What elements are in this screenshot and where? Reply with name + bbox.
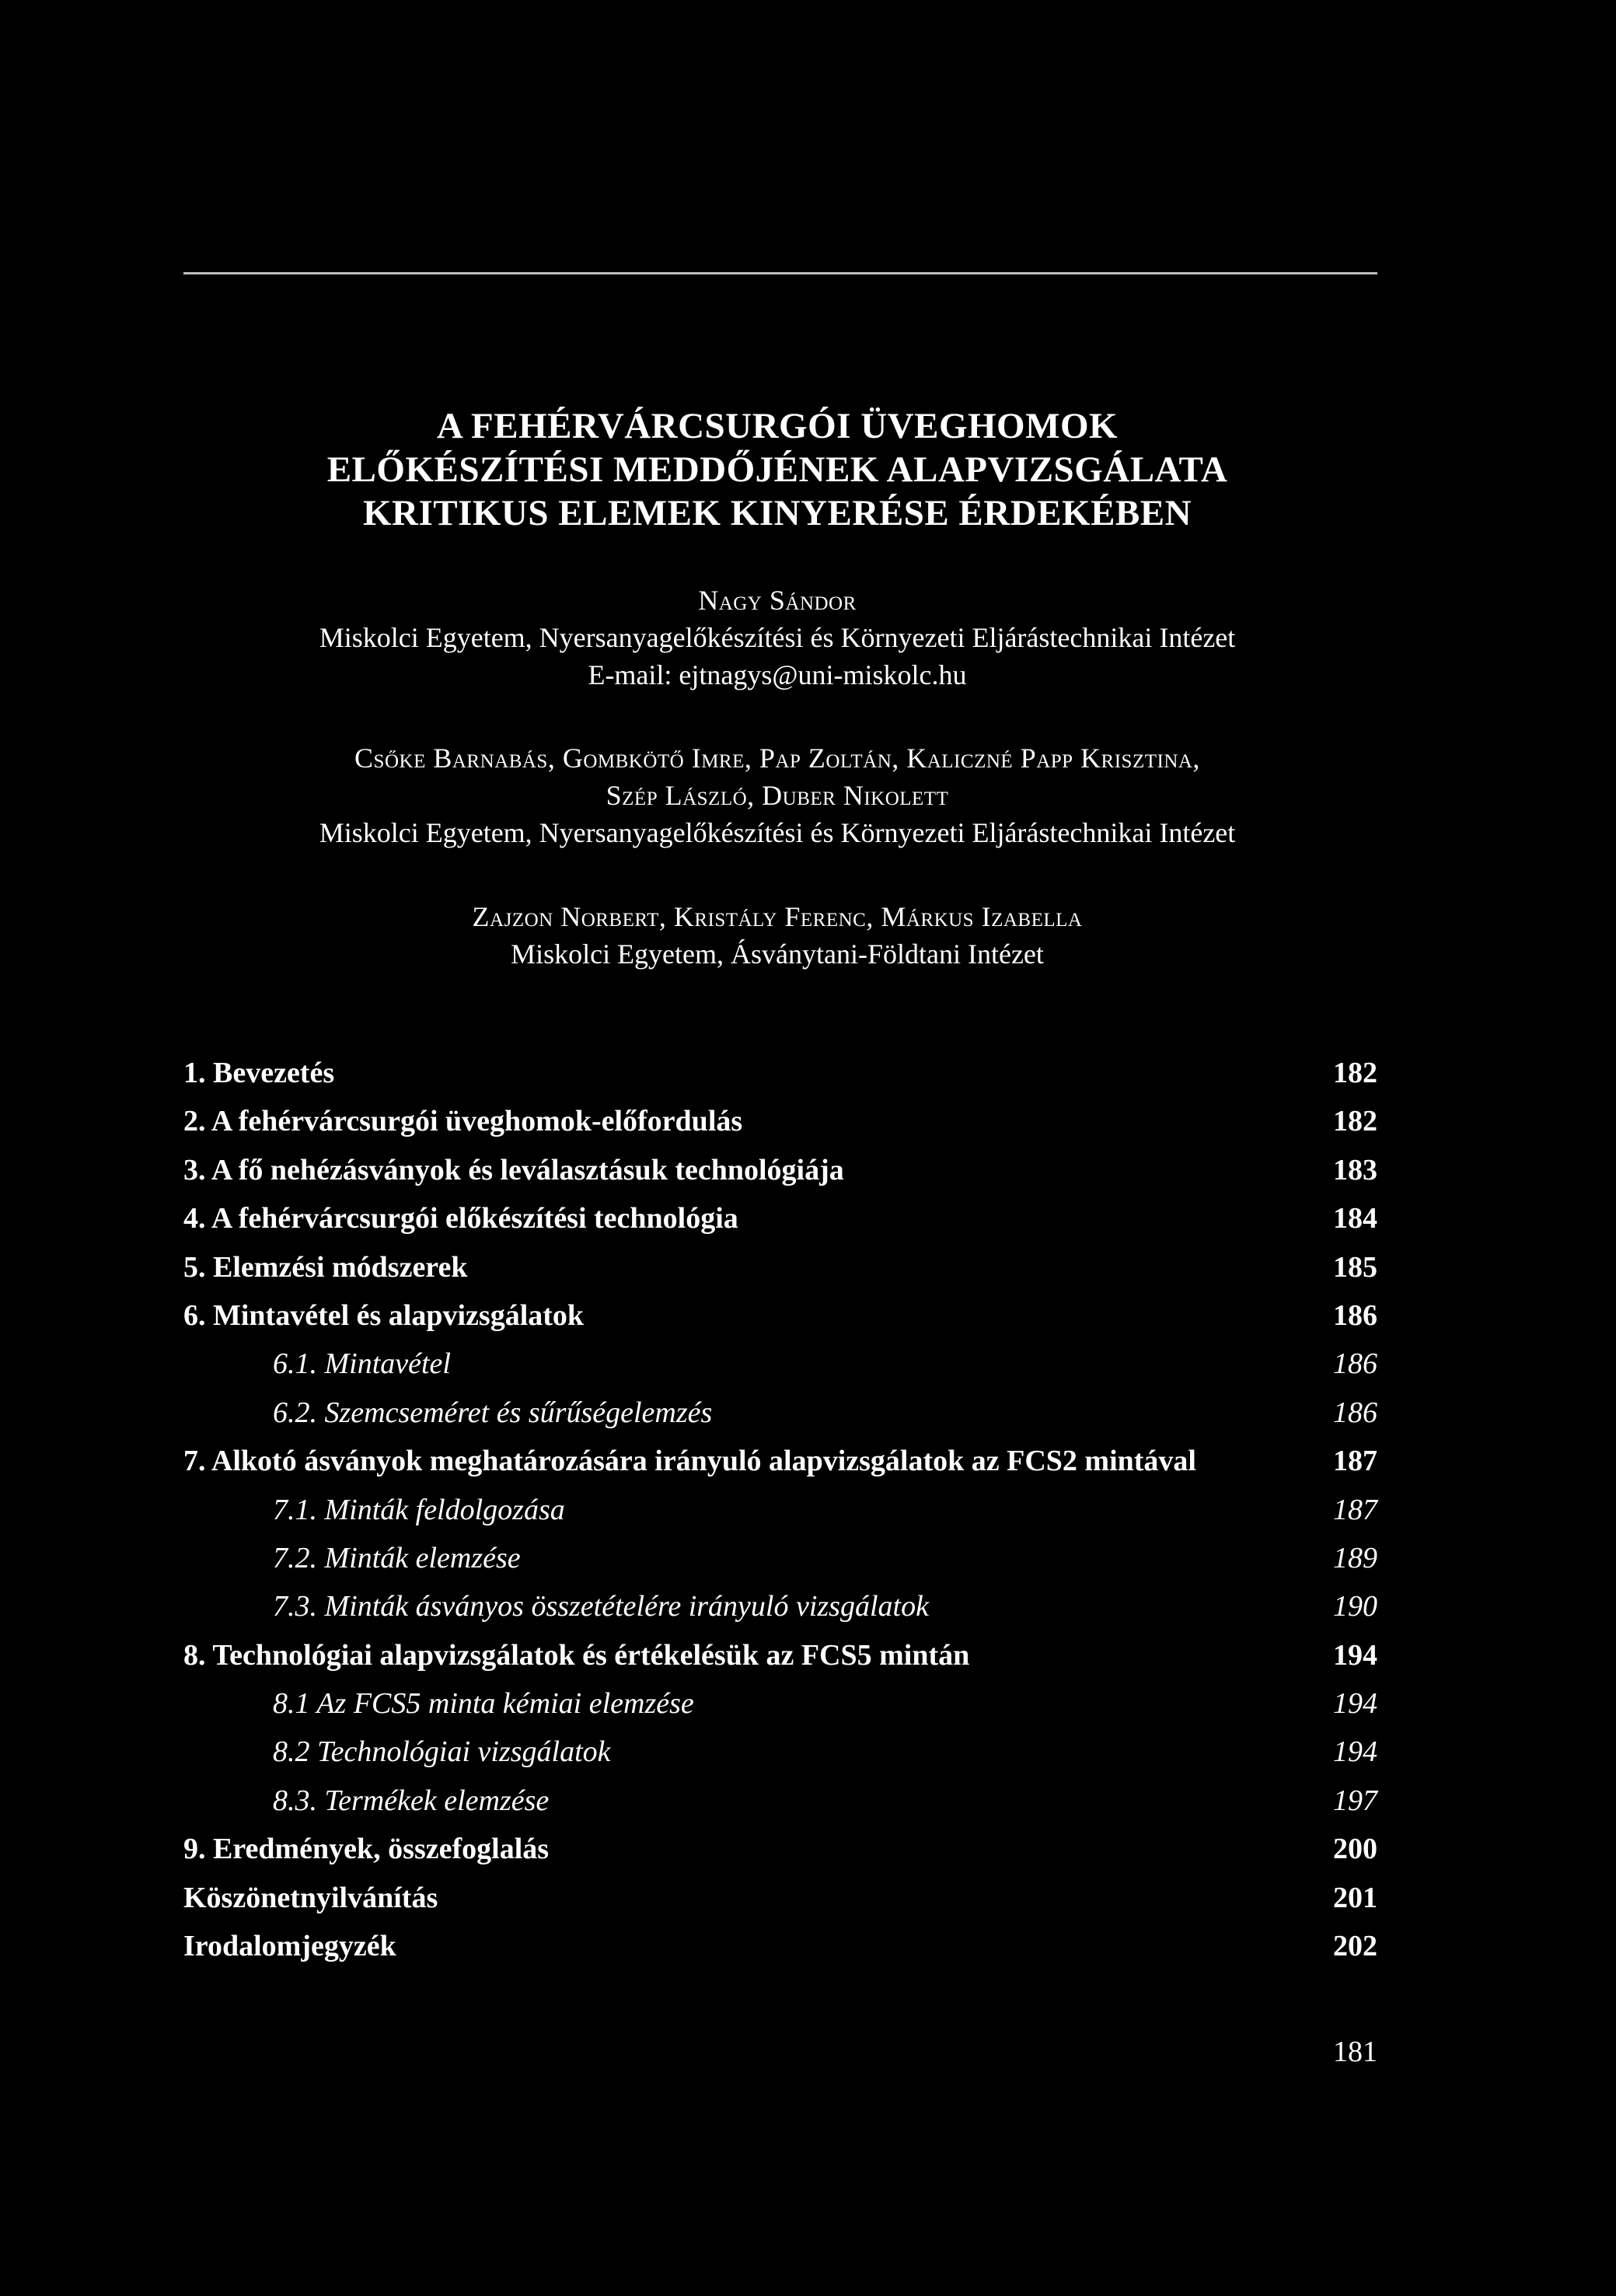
toc-entry-page: 186 [1333, 1298, 1377, 1332]
author-names: Csőke Barnabás, Gombkötő Imre, Pap Zoltán, Kaliczné Papp Krisztina, [354, 743, 1200, 774]
toc-entry [183, 1735, 1377, 1783]
toc-entry-page: 202 [1333, 1930, 1377, 1963]
toc-entry [183, 1832, 1377, 1880]
toc-entry [183, 1104, 1377, 1152]
toc-entry-page: 186 [1333, 1347, 1377, 1381]
toc-entry-title: 8. Technológiai alapvizsgálatok és értékelésük az FCS5 mintán [183, 1638, 970, 1672]
toc-entry [183, 1784, 1377, 1832]
toc-entry-page: 194 [1333, 1638, 1377, 1672]
table-of-contents [183, 1056, 1377, 1977]
toc-entry-page: 197 [1333, 1784, 1377, 1817]
toc-entry-title: Irodalomjegyzék [183, 1930, 396, 1963]
author-names: Szép László, Duber Nikolett [606, 780, 949, 811]
toc-entry-title: 2. A fehérvárcsurgói üveghomok-előfordulás [183, 1105, 743, 1138]
toc-entry-title: 7. Alkotó ásványok meghatározására irányuló alapvizsgálatok az FCS2 mintával [183, 1445, 1196, 1478]
toc-entry-title: 8.3. Termékek elemzése [273, 1784, 550, 1817]
author-group-2 [0, 739, 1555, 851]
author-names: Zajzon Norbert, Kristály Ferenc, Márkus Izabella [472, 901, 1083, 932]
toc-entry [183, 1347, 1377, 1395]
toc-entry-page: 194 [1333, 1687, 1377, 1721]
affiliation: Miskolci Egyetem, Ásványtani-Földtani Intézet [511, 938, 1044, 970]
toc-entry [183, 1929, 1377, 1977]
toc-entry-page: 184 [1333, 1202, 1377, 1235]
toc-entry-page: 201 [1333, 1881, 1377, 1914]
toc-entry-page: 185 [1333, 1250, 1377, 1284]
toc-entry [183, 1444, 1377, 1492]
toc-entry-page: 190 [1333, 1590, 1377, 1623]
toc-entry-page: 186 [1333, 1396, 1377, 1429]
toc-entry-title: 6.1. Mintavétel [273, 1347, 451, 1381]
article-title [0, 404, 1555, 535]
toc-entry [183, 1686, 1377, 1735]
toc-entry-title: 8.2 Technológiai vizsgálatok [273, 1735, 611, 1769]
title-line-1: A FEHÉRVÁRCSURGÓI ÜVEGHOMOK [436, 406, 1119, 446]
toc-entry-page: 183 [1333, 1153, 1377, 1186]
toc-entry-title: 4. A fehérvárcsurgói előkészítési technológia [183, 1202, 738, 1235]
page-number: 181 [1333, 2036, 1377, 2068]
toc-entry [183, 1250, 1377, 1298]
toc-entry [183, 1396, 1377, 1444]
toc-entry [183, 1541, 1377, 1589]
toc-entry [183, 1881, 1377, 1929]
toc-entry-page: 187 [1333, 1445, 1377, 1478]
toc-entry-page: 200 [1333, 1833, 1377, 1866]
toc-entry [183, 1153, 1377, 1201]
toc-entry [183, 1056, 1377, 1104]
toc-entry [183, 1638, 1377, 1686]
toc-entry [183, 1589, 1377, 1637]
toc-entry-page: 194 [1333, 1735, 1377, 1769]
toc-entry-page: 182 [1333, 1057, 1377, 1089]
toc-entry-title: 1. Bevezetés [183, 1057, 335, 1089]
affiliation: Miskolci Egyetem, Nyersanyagelőkészítési és Környezeti Eljárástechnikai Intézet [319, 622, 1236, 653]
toc-entry-title: 6. Mintavétel és alapvizsgálatok [183, 1298, 585, 1332]
author-group-1 [0, 582, 1555, 694]
toc-entry-title: 9. Eredmények, összefoglalás [183, 1833, 550, 1866]
title-line-2: ELŐKÉSZÍTÉSI MEDDŐJÉNEK ALAPVIZSGÁLATA [326, 449, 1228, 490]
title-line-3: KRITIKUS ELEMEK KINYERÉSE ÉRDEKÉBEN [362, 493, 1192, 533]
toc-entry-title: Köszönetnyilvánítás [183, 1881, 438, 1914]
toc-entry-page: 189 [1333, 1541, 1377, 1574]
toc-entry-title: 7.3. Minták ásványos összetételére irányuló vizsgálatok [273, 1590, 929, 1623]
toc-entry [183, 1298, 1377, 1347]
author-names: Nagy Sándor [698, 585, 857, 616]
toc-entry-title: 7.2. Minták elemzése [273, 1541, 521, 1574]
toc-entry-title: 8.1 Az FCS5 minta kémiai elemzése [273, 1687, 694, 1721]
toc-entry-page: 187 [1333, 1493, 1377, 1526]
toc-entry-title: 6.2. Szemcseméret és sűrűségelemzés [273, 1396, 713, 1429]
toc-entry-title: 7.1. Minták feldolgozása [273, 1493, 565, 1526]
toc-entry [183, 1493, 1377, 1541]
email: E-mail: ejtnagys@uni-miskolc.hu [588, 659, 967, 690]
toc-entry-title: 3. A fő nehézásványok és leválasztásuk technológiája [183, 1153, 844, 1186]
toc-entry-page: 182 [1333, 1105, 1377, 1138]
toc-entry [183, 1201, 1377, 1249]
header-rule [183, 272, 1377, 274]
author-group-3 [0, 898, 1555, 973]
toc-entry-title: 5. Elemzési módszerek [183, 1250, 468, 1284]
affiliation: Miskolci Egyetem, Nyersanyagelőkészítési és Környezeti Eljárástechnikai Intézet [319, 817, 1236, 848]
